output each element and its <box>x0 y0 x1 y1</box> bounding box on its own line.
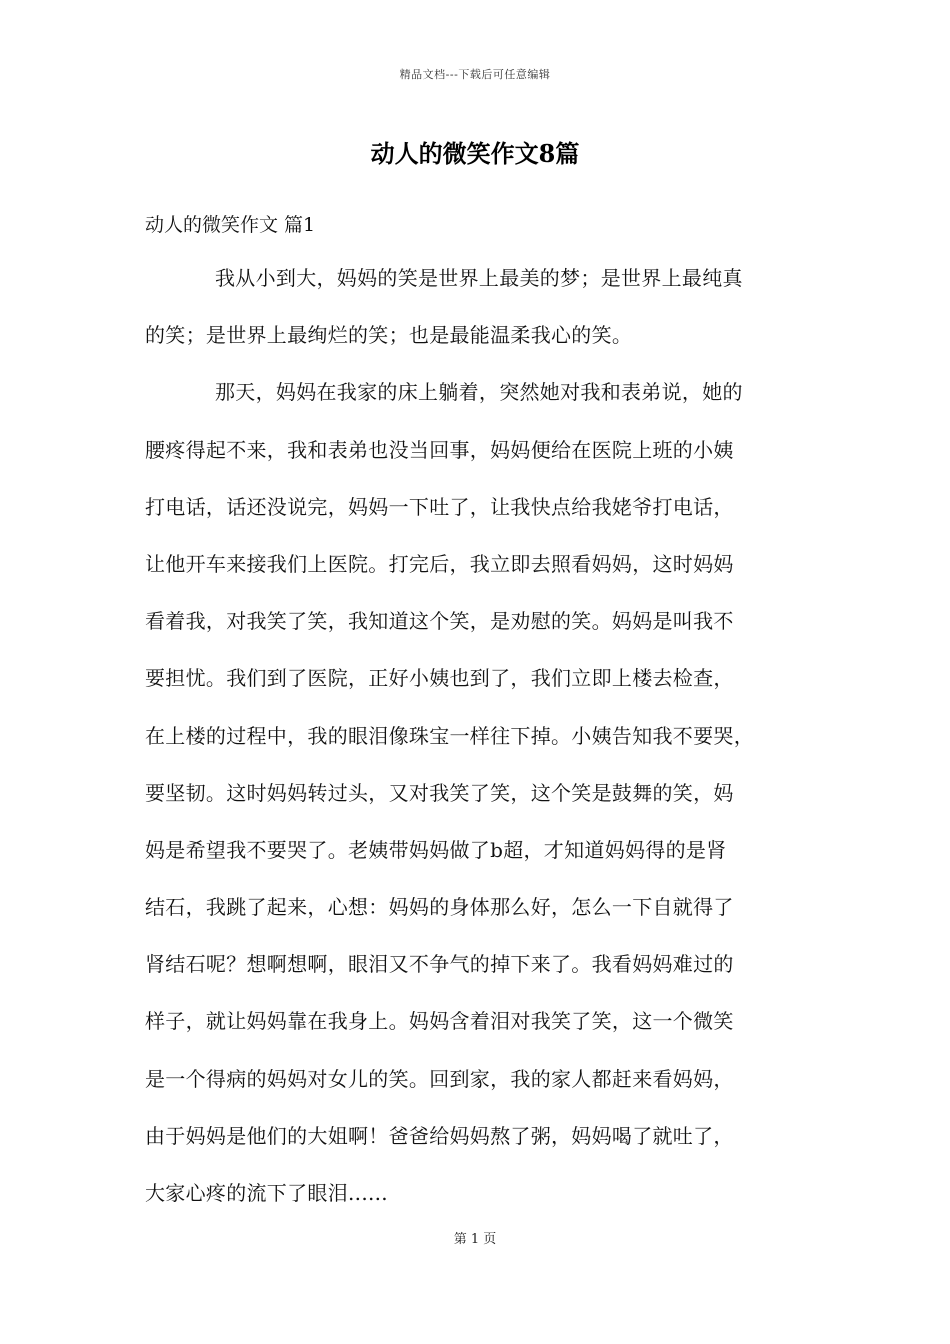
header-note: 精品文档---下载后可任意编辑 <box>399 68 551 81</box>
paragraph-2-line-15: 大家心疼的流下了眼泪...... <box>145 1181 388 1205</box>
paragraph-2-line-8: 要坚韧。这时妈妈转过头，又对我笑了笑，这个笑是鼓舞的笑，妈 <box>145 780 734 805</box>
paragraph-2-line-13: 是一个得病的妈妈对女儿的笑。回到家，我的家人都赶来看妈妈， <box>145 1066 734 1091</box>
paragraph-2-line-11: 肾结石呢？想啊想啊，眼泪又不争气的掉下来了。我看妈妈难过的 <box>145 952 734 977</box>
paragraph-2-line-1: 那天，妈妈在我家的床上躺着，突然她对我和表弟说，她的 <box>215 380 743 405</box>
page-number: 第 1 页 <box>453 1232 497 1247</box>
paragraph-1-line-2: 的笑；是世界上最绚烂的笑；也是最能温柔我心的笑。 <box>145 323 633 348</box>
section-heading: 动人的微笑作文 篇1 <box>145 214 316 236</box>
paragraph-1-line-1: 我从小到大，妈妈的笑是世界上最美的梦；是世界上最纯真 <box>215 266 743 290</box>
paragraph-2-line-7: 在上楼的过程中，我的眼泪像珠宝一样往下掉。小姨告知我不要哭， <box>145 723 754 748</box>
paragraph-2-line-5: 看着我，对我笑了笑，我知道这个笑，是劝慰的笑。妈妈是叫我不 <box>145 609 734 634</box>
paragraph-2-line-9: 妈是希望我不要哭了。老姨带妈妈做了b超，才知道妈妈得的是肾 <box>145 837 727 862</box>
paragraph-2-line-2: 腰疼得起不来，我和表弟也没当回事，妈妈便给在医院上班的小姨 <box>145 437 734 462</box>
body-text <box>145 261 805 1233</box>
document-title: 动人的微笑作文8篇 <box>370 139 580 168</box>
paragraph-2-line-6: 要担忧。我们到了医院，正好小姨也到了，我们立即上楼去检查， <box>145 666 734 691</box>
paragraph-2-line-4: 让他开车来接我们上医院。打完后，我立即去照看妈妈，这时妈妈 <box>145 551 734 576</box>
paragraph-2-line-10: 结石，我跳了起来，心想：妈妈的身体那么好，怎么一下自就得了 <box>145 895 734 920</box>
paragraph-2-line-3: 打电话，话还没说完，妈妈一下吐了，让我快点给我姥爷打电话， <box>145 494 734 519</box>
paragraph-2-line-14: 由于妈妈是他们的大姐啊！爸爸给妈妈熬了粥，妈妈喝了就吐了， <box>145 1123 734 1148</box>
paragraph-2-line-12: 样子，就让妈妈靠在我身上。妈妈含着泪对我笑了笑，这一个微笑 <box>145 1009 734 1034</box>
